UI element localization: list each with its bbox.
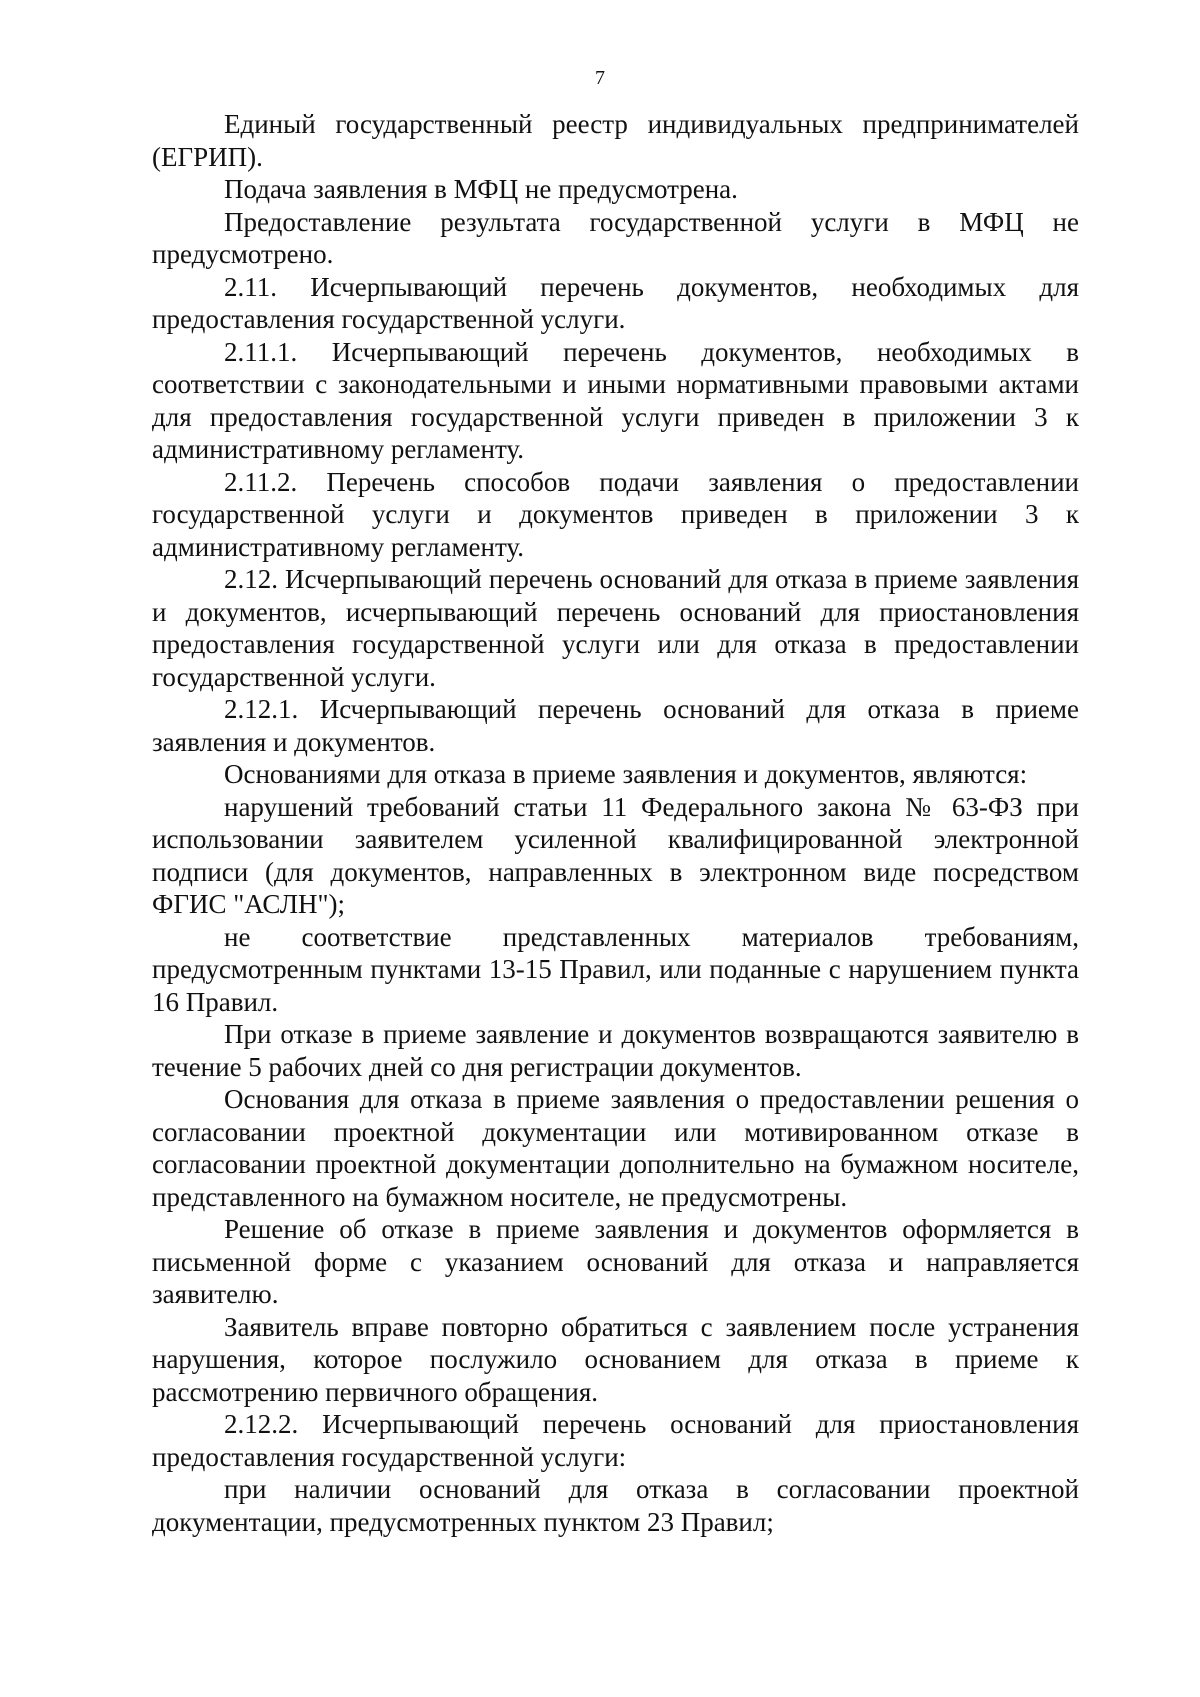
paragraph-suspension-ground: при наличии оснований для отказа в согласовании проектной документации, предусмотренных пунктом 23 Правил;	[152, 1474, 1079, 1537]
paragraph-reapply: Заявитель вправе повторно обратиться с заявлением после устранения нарушения, которое послужило основанием для отказа в приеме к рассмотрению первичного обращения.	[152, 1311, 1079, 1407]
paragraph-grounds-intro: Основаниями для отказа в приеме заявления и документов, являются:	[224, 759, 1028, 789]
paragraph-2-12-1: 2.12.1. Исчерпывающий перечень оснований для отказа в приеме заявления и документов.	[152, 694, 1079, 757]
paragraph-2-11: 2.11. Исчерпывающий перечень документов, необходимых для предоставления государственной услуги.	[152, 271, 1079, 334]
paragraph-return-documents: При отказе в приеме заявление и документов возвращаются заявителю в течение 5 рабочих дней со дня регистрации документов.	[152, 1019, 1079, 1082]
document-body	[152, 108, 1079, 1538]
page-number: 7	[595, 67, 605, 89]
paragraph-refusal-decision: Решение об отказе в приеме заявления и документов оформляется в письменной форме с указанием оснований для отказа и направляется заявителю.	[152, 1214, 1079, 1309]
paragraph-ground-signature: нарушений требований статьи 11 Федерального закона № 63-ФЗ при использовании заявителем усиленной квалифицированной электронной подписи (для документов, направленных в электронном виде посредством ФГИС "АСЛН");	[152, 791, 1079, 919]
paragraph-paper-grounds: Основания для отказа в приеме заявления о предоставлении решения о согласовании проектной документации или мотивированном отказе в согласовании проектной документации дополнительно на бумажном носителе, представленного на бумажном носителе, не предусмотрены.	[152, 1084, 1079, 1212]
paragraph-mfc-result: Предоставление результата государственной услуги в МФЦ не предусмотрено.	[152, 206, 1079, 269]
paragraph-2-12-2: 2.12.2. Исчерпывающий перечень оснований для приостановления предоставления государственной услуги:	[152, 1409, 1079, 1472]
paragraph-2-11-2: 2.11.2. Перечень способов подачи заявления о предоставлении государственной услуги и документов приведен в приложении 3 к административному регламенту.	[152, 466, 1079, 562]
paragraph-ground-materials: не соответствие представленных материалов требованиям, предусмотренным пунктами 13-15 Правил, или поданные с нарушением пункта 16 Правил.	[152, 921, 1079, 1017]
paragraph-2-11-1: 2.11.1. Исчерпывающий перечень документов, необходимых в соответствии с законодательными и иными нормативными правовыми актами для предоставления государственной услуги приведен в приложении 3 к административному регламенту.	[152, 336, 1079, 464]
paragraph-2-12: 2.12. Исчерпывающий перечень оснований для отказа в приеме заявления и документов, исчерпывающий перечень оснований для приостановления предоставления государственной услуги или для отказа в предоставлении государственной услуги.	[152, 564, 1079, 692]
paragraph-mfc-submission: Подача заявления в МФЦ не предусмотрена.	[224, 174, 738, 204]
paragraph-egrip: Единый государственный реестр индивидуальных предпринимателей (ЕГРИП).	[152, 109, 1079, 172]
